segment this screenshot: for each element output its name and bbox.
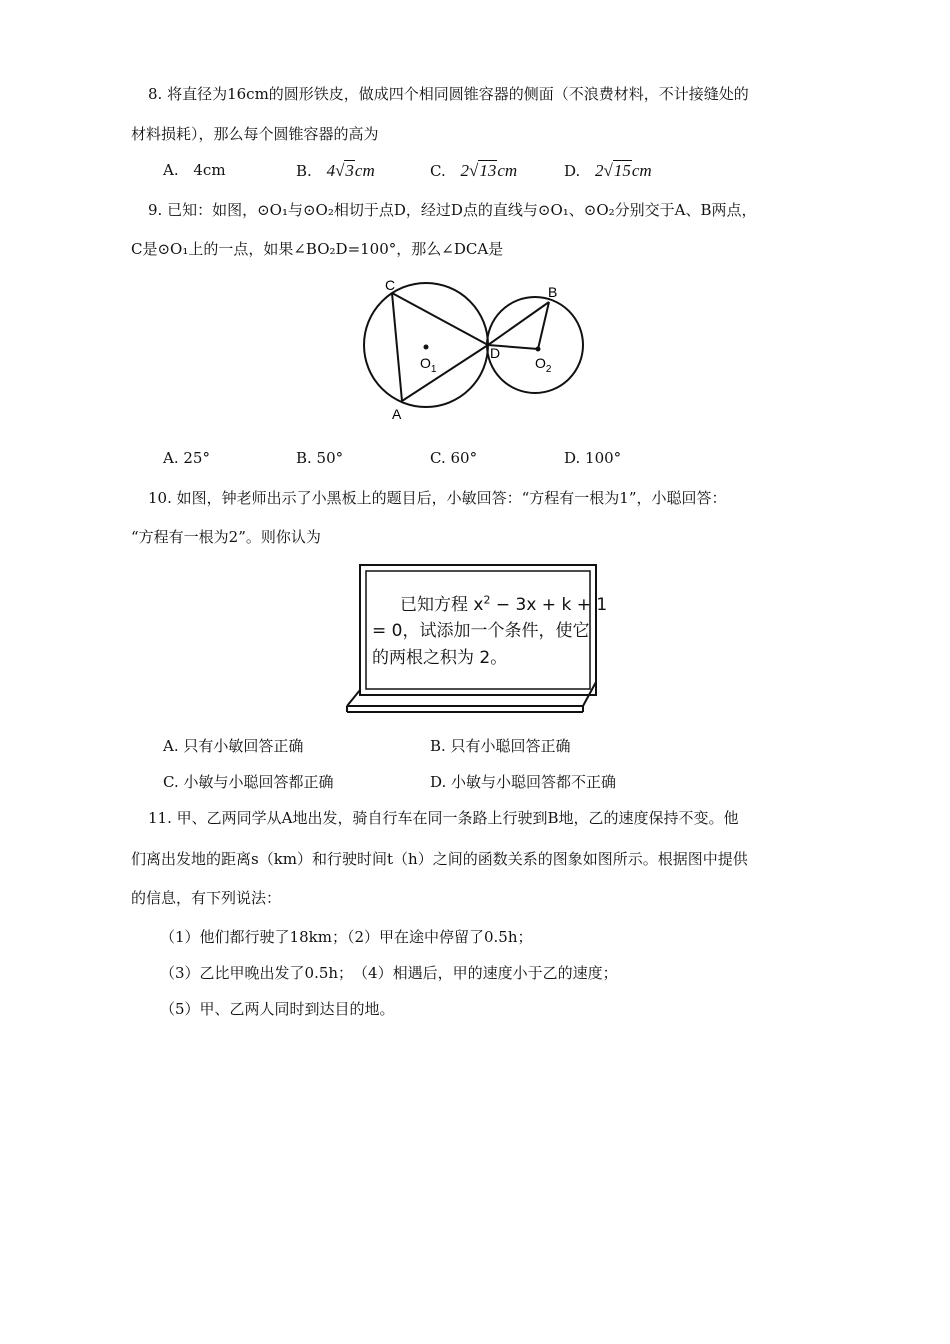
unit: cm — [631, 161, 652, 180]
q8-option-a — [163, 161, 226, 179]
label-d: D — [490, 345, 501, 361]
center-o2-dot — [536, 347, 541, 352]
q10-text-line1: 10. 如图，钟老师出示了小黑板上的题目后，小敏回答：“方程有一根为1”，小聪回答： — [148, 489, 727, 507]
radicand: 15 — [613, 161, 631, 180]
q11-statement-1-2: （1）他们都行驶了18km；（2）甲在途中停留了0.5h； — [160, 928, 533, 946]
option-value: 4cm — [193, 161, 226, 179]
q11-text-line2: 们离出发地的距离s（km）和行驶时间t（h）之间的函数关系的图象如图所示。根据图中提供 — [131, 850, 748, 868]
label-c: C — [385, 277, 396, 293]
option-value: 4√3cm — [326, 161, 375, 180]
q10-option-d: D. 小敏与小聪回答都不正确 — [430, 773, 617, 791]
q10-option-b: B. 只有小聪回答正确 — [430, 737, 571, 755]
q8-option-c — [430, 161, 517, 181]
label-o1: $O_1$ — [420, 355, 437, 375]
q10-text-line2: “方程有一根为2”。则你认为 — [131, 528, 321, 546]
q8-text-line1: 8. 将直径为16cm的圆形铁皮，做成四个相同圆锥容器的侧面（不浪费材料，不计接缝处的 — [148, 85, 749, 103]
board-text-line3: 的两根之积为 2。 — [372, 648, 508, 668]
q8-option-b — [296, 161, 375, 181]
tangent-circles-figure — [355, 275, 595, 425]
q8-text-line2: 材料损耗），那么每个圆锥容器的高为 — [131, 125, 379, 143]
q11-text-line3: 的信息，有下列说法： — [131, 889, 282, 907]
unit: cm — [497, 161, 518, 180]
option-letter: A. — [163, 161, 179, 179]
q9-text-line1: 9. 已知：如图，⊙O₁与⊙O₂相切于点D，经过D点的直线与⊙O₁、⊙O₂分别交于A、B两点， — [148, 201, 757, 219]
q10-option-c: C. 小敏与小聪回答都正确 — [163, 773, 334, 791]
coefficient: 2 — [460, 161, 469, 180]
option-letter: D. — [564, 162, 581, 180]
radicand: 13 — [479, 161, 497, 180]
q9-option-a: A. 25° — [163, 449, 210, 467]
board-text-line2: = 0，试添加一个条件，使它 — [372, 621, 590, 641]
label-a: A — [392, 406, 402, 422]
option-value: 2√15cm — [595, 161, 652, 180]
q9-option-c: C. 60° — [430, 449, 478, 467]
radicand: 3 — [345, 161, 354, 180]
segment-ad — [402, 345, 488, 401]
q9-option-b: B. 50° — [296, 449, 344, 467]
segment-ca — [392, 293, 402, 401]
label-b: B — [548, 284, 558, 300]
option-letter: B. — [296, 162, 312, 180]
coefficient: 4 — [326, 161, 336, 180]
center-o1-dot — [424, 345, 429, 350]
q11-statement-5: （5）甲、乙两人同时到达目的地。 — [160, 1000, 395, 1018]
q8-option-d — [564, 161, 652, 181]
unit: cm — [354, 161, 375, 180]
q10-option-a: A. 只有小敏回答正确 — [163, 737, 304, 755]
label-o2: $O_2$ — [535, 355, 552, 375]
q9-text-line2: C是⊙O₁上的一点，如果∠BO₂D=100°，那么∠DCA是 — [131, 240, 504, 258]
q11-statement-3-4: （3）乙比甲晚出发了0.5h； （4）相遇后，甲的速度小于乙的速度； — [160, 964, 618, 982]
exponent: 2 — [483, 593, 491, 607]
coefficient: 2 — [595, 161, 604, 180]
q9-option-d: D. 100° — [564, 449, 622, 467]
segment-cd — [392, 293, 488, 345]
board-text-line1: 已知方程 $x^2 - 3x + k + 1$ — [400, 593, 608, 615]
q11-text-line1: 11. 甲、乙两同学从A地出发，骑自行车在同一条路上行驶到B地，乙的速度保持不变。他 — [148, 809, 739, 827]
option-value: 2√13cm — [460, 161, 518, 180]
option-letter: C. — [430, 162, 446, 180]
ledge-left-slant — [347, 690, 360, 706]
